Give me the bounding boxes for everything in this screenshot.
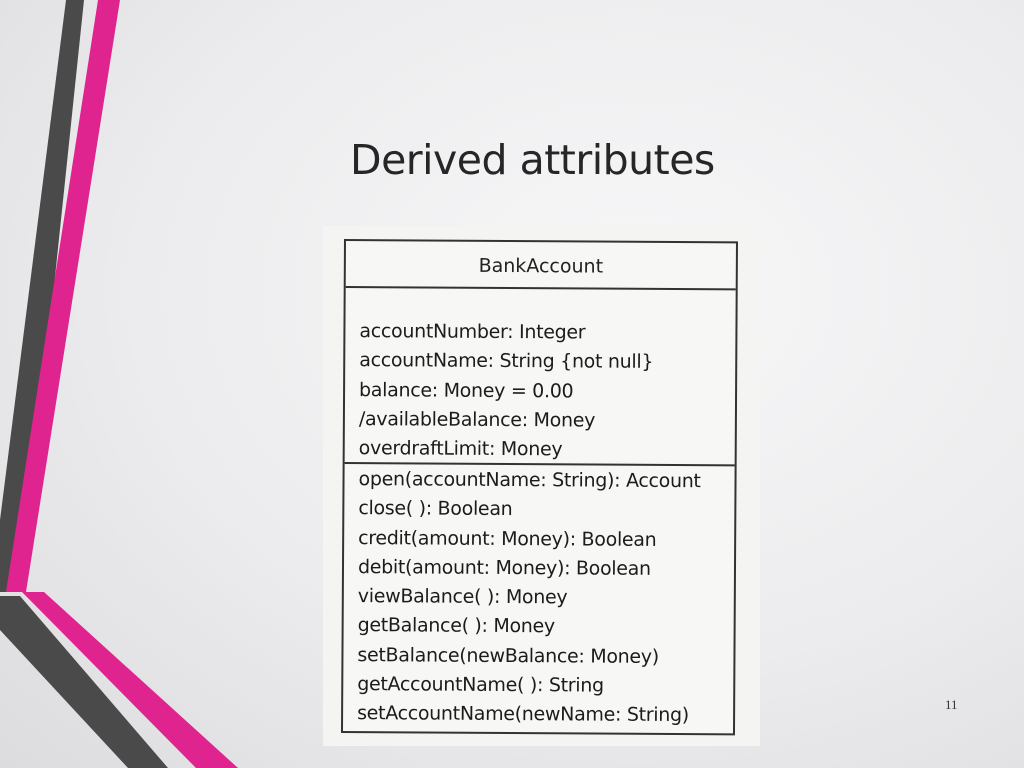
uml-operation: debit(amount: Money): Boolean [357, 555, 651, 580]
uml-derived-attribute: /availableBalance: Money [358, 407, 596, 432]
uml-operation: setBalance(newBalance: Money) [357, 643, 659, 668]
uml-class-name: BankAccount [346, 241, 736, 290]
uml-operation: open(accountName: String): Account [358, 468, 701, 493]
uml-attribute: overdraftLimit: Money [358, 437, 563, 461]
uml-attributes-compartment [345, 288, 736, 466]
uml-operation: close( ): Boolean [358, 497, 513, 521]
uml-attribute: balance: Money = 0.00 [359, 378, 574, 402]
uml-operation: getAccountName( ): String [357, 673, 604, 697]
uml-operation: setAccountName(newName: String) [357, 702, 689, 727]
uml-class-diagram-image [323, 226, 760, 746]
page-number: 11 [945, 697, 958, 712]
uml-operation: getBalance( ): Money [357, 614, 555, 638]
uml-operation: viewBalance( ): Money [357, 585, 568, 609]
slide-title: Derived attributes [350, 136, 715, 184]
uml-attribute: accountNumber: Integer [359, 320, 586, 344]
uml-operation: credit(amount: Money): Boolean [358, 526, 657, 551]
uml-operations-compartment [343, 464, 735, 731]
uml-attribute: accountName: String {not null} [359, 349, 654, 374]
uml-class-box [341, 239, 738, 735]
